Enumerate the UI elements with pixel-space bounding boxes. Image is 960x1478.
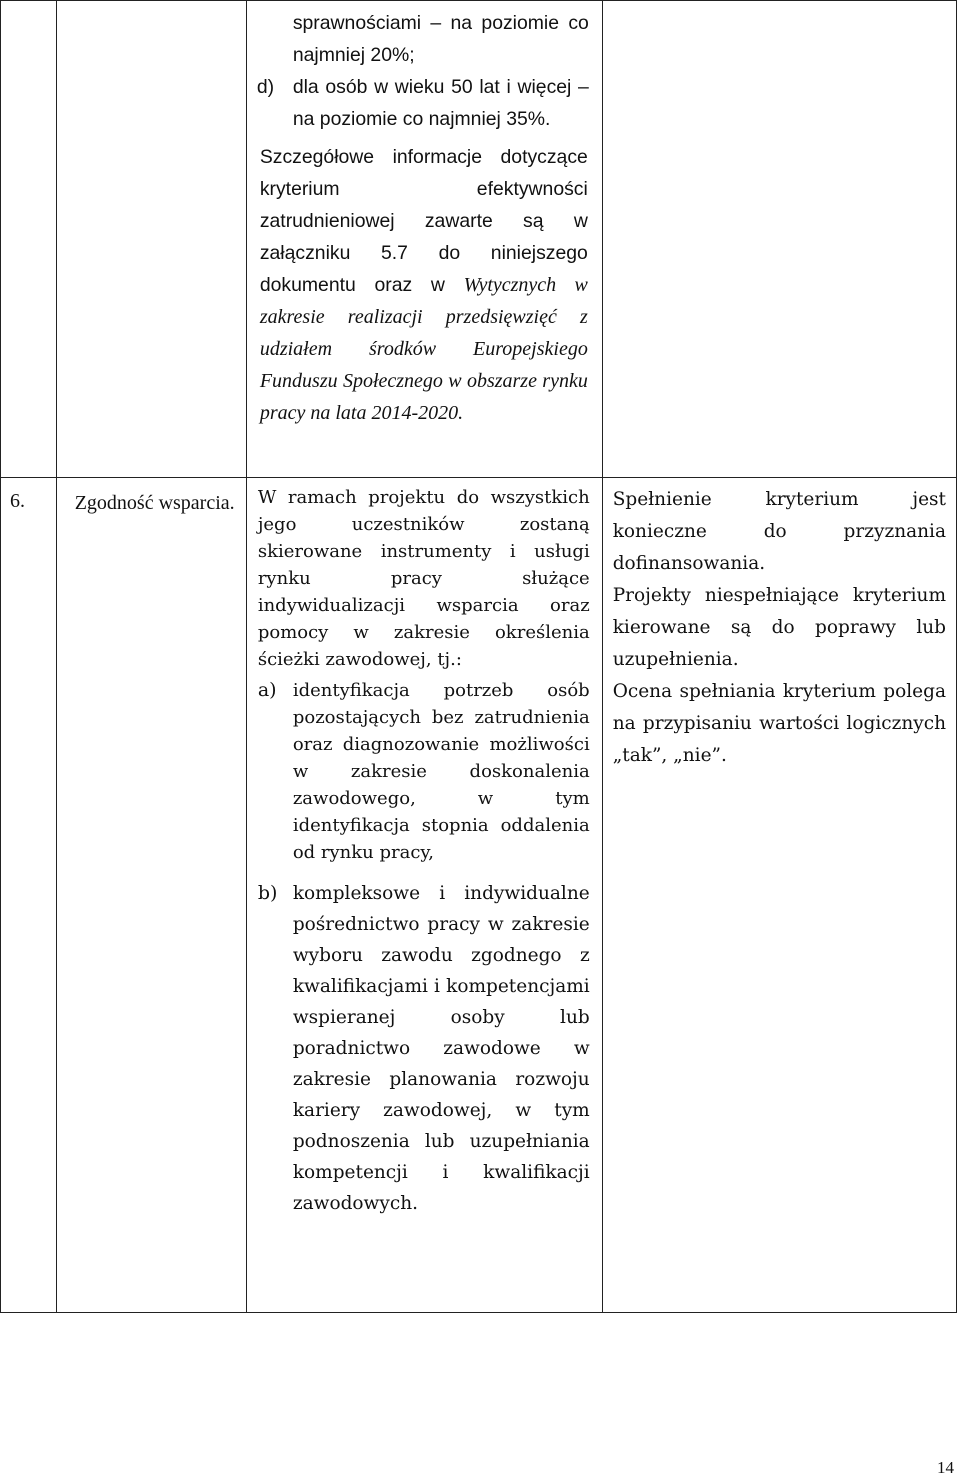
cell-empty-name <box>56 1 246 478</box>
sub-item-b <box>258 878 590 1219</box>
details-italic-text: Wytycznych w zakresie realizacji przedsięwzięć z udziałem środków Europejskiego Funduszu Społecznego w obszarze rynku pracy na lata 2014-2020. <box>259 274 588 424</box>
criterion-number: 6. <box>1 478 57 1313</box>
criterion-rules <box>602 478 956 1313</box>
criterion-name: Zgodność wsparcia. <box>56 478 246 1313</box>
sub-item-text: identyfikacja potrzeb osób pozostających bez zatrudnienia oraz diagnozowanie możliwości w zakresie doskonalenia zawodowego, w tym identyfikacja stopnia oddalenia od rynku pracy, <box>292 680 590 863</box>
page-number: 14 <box>937 1458 954 1477</box>
list-item-text: sprawnościami – na poziomie co najmniej 20%; <box>292 12 589 66</box>
sub-item-marker: a) <box>257 679 277 701</box>
rule-paragraph: Ocena spełniania kryterium polega na przypisaniu wartości logicznych „tak”, „nie”. <box>612 681 946 766</box>
sub-item-marker: b) <box>257 882 278 904</box>
list-marker <box>257 7 293 71</box>
description-intro: W ramach projektu do wszystkich jego uczestników zostaną skierowane instrumenty i usługi rynku pracy służące indywidualizacji wsparcia oraz pomocy w zakresie określenia ścieżki zawodowej, tj.: <box>257 487 590 670</box>
cell-continued-description <box>246 1 602 478</box>
cell-empty-number <box>1 1 57 478</box>
list-marker: d) <box>256 76 275 98</box>
rule-paragraph: Spełnienie kryterium jest konieczne do przyznania dofinansowania. <box>612 489 946 574</box>
table-row-continued <box>1 1 957 478</box>
rule-paragraph: Projekty niespełniające kryterium kierowane są do poprawy lub uzupełnienia. <box>612 585 946 670</box>
criterion-description <box>246 478 602 1313</box>
list-item <box>257 71 589 135</box>
list-item-text: dla osób w wieku 50 lat i więcej – na poziomie co najmniej 35%. <box>292 76 589 130</box>
sub-item-text: kompleksowe i indywidualne pośrednictwo pracy w zakresie wyboru zawodu zgodnego z kwalifikacjami i kompetencjami wspieranej osoby lub poradnictwo zawodowe w zakresie planowania rozwoju kariery zawodowej, w tym podnoszenia lub uzupełniania kompetencji i kwalifikacji zawodowych. <box>292 883 590 1214</box>
details-plain-text: Szczegółowe informacje dotyczące kryterium efektywności zatrudnieniowej zawarte są w załączniku 5.7 do niniejszego dokumentu oraz w <box>259 146 588 296</box>
details-paragraph <box>260 141 588 429</box>
list-item <box>257 7 589 71</box>
sub-item-a <box>258 677 590 866</box>
continued-list <box>257 7 589 135</box>
table-row-criterion-6 <box>1 478 957 1313</box>
cell-empty-rule <box>602 1 956 478</box>
